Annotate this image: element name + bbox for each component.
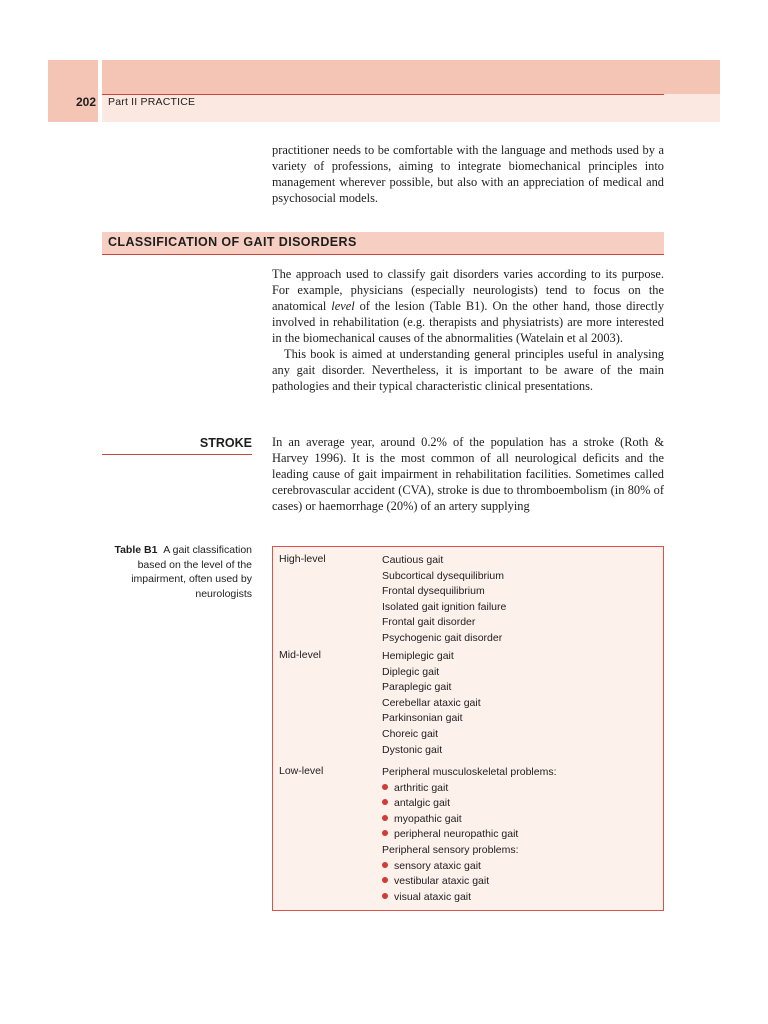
list-item — [382, 649, 481, 665]
list-item-text: sensory ataxic gait — [394, 859, 481, 872]
list-item-text: vestibular ataxic gait — [394, 875, 490, 888]
table-caption-label: Table B1 — [114, 544, 158, 556]
page-number: 202 — [75, 95, 96, 109]
list-item-text: Cautious gait — [382, 554, 444, 566]
list-item-text: Isolated gait ignition failure — [382, 600, 507, 613]
part-label: Part II PRACTICE — [108, 96, 196, 108]
table-gait-list — [382, 553, 506, 647]
bullet-icon — [382, 815, 388, 821]
list-item — [382, 711, 481, 727]
list-item-text: Frontal gait disorder — [382, 616, 476, 629]
header-band — [102, 60, 720, 94]
emphasis-level: level — [331, 299, 355, 313]
section-body — [272, 266, 664, 394]
section-paragraph-2: This book is aimed at understanding general principles useful in analysing any gait disorder. Nevertheless, it is important to be aware of the main pathologies and their typical characteristic clinical presentations. — [272, 347, 664, 393]
list-item — [382, 631, 506, 647]
list-item-text: peripheral neuropathic gait — [394, 828, 519, 841]
header-rule — [102, 94, 664, 95]
list-item — [382, 796, 557, 812]
table-gait-list — [382, 765, 557, 905]
list-item — [382, 812, 557, 828]
bullet-icon — [382, 784, 388, 790]
intro-paragraph — [272, 142, 664, 206]
stroke-body — [272, 434, 664, 514]
list-item-text: arthritic gait — [394, 781, 449, 794]
list-item-text: Cerebellar ataxic gait — [382, 696, 481, 709]
table-level-label: High-level — [279, 553, 326, 565]
list-item-text: Diplegic gait — [382, 665, 440, 678]
list-item-text: Choreic gait — [382, 727, 439, 740]
list-item — [382, 553, 506, 569]
list-item — [382, 569, 506, 585]
list-item — [382, 765, 557, 781]
table-caption — [102, 543, 252, 601]
list-item-text: Paraplegic gait — [382, 681, 452, 694]
list-item-text: visual ataxic gait — [394, 890, 472, 903]
list-item — [382, 874, 557, 890]
section-heading-rule — [102, 254, 664, 255]
list-item-text: Frontal dysequilibrium — [382, 585, 485, 598]
list-item — [382, 680, 481, 696]
list-item — [382, 696, 481, 712]
list-item-text: myopathic gait — [394, 812, 462, 825]
bullet-icon — [382, 862, 388, 868]
bullet-icon — [382, 893, 388, 899]
list-item-text: Peripheral sensory problems: — [382, 843, 519, 856]
list-item — [382, 600, 506, 616]
list-item-text: Psychogenic gait disorder — [382, 631, 503, 644]
list-item-text: Parkinsonian gait — [382, 712, 463, 725]
section-title: CLASSIFICATION OF GAIT DISORDERS — [108, 235, 357, 249]
list-item-text: antalgic gait — [394, 797, 451, 810]
list-item-text: Peripheral musculoskeletal problems: — [382, 766, 557, 778]
intro-text: practitioner needs to be comfortable with the language and methods used by a variety of professions, aiming to integrate biomechanical principles into management wherever possible, but also with an appreciation of medical and psychosocial models. — [272, 143, 664, 205]
bullet-icon — [382, 799, 388, 805]
list-item — [382, 890, 557, 906]
list-item — [382, 859, 557, 875]
header-page-number-band — [48, 60, 98, 122]
table-level-label: Mid-level — [279, 649, 322, 661]
table-caption-text: A gait classification based on the level of the impairment, often used by neurologists — [131, 544, 252, 600]
list-item-text: Hemiplegic gait — [382, 650, 454, 662]
list-item — [382, 843, 557, 859]
list-item — [382, 781, 557, 797]
stroke-paragraph: In an average year, around 0.2% of the population has a stroke (Roth & Harvey 1996). It is the most common of all neurological deficits and the leading cause of gait impairment in rehabilitation facilities. Sometimes called cerebrovascular accident (CVA), stroke is due to thromboembolism (in 80% of cases) or haemorrhage (20%) of an artery supplying — [272, 435, 664, 513]
list-item-text: Subcortical dysequilibrium — [382, 569, 504, 582]
list-item — [382, 665, 481, 681]
list-item — [382, 615, 506, 631]
bullet-icon — [382, 877, 388, 883]
list-item-text: Dystonic gait — [382, 743, 443, 756]
gait-classification-table — [272, 546, 664, 911]
stroke-heading-rule — [102, 454, 252, 455]
list-item — [382, 827, 557, 843]
list-item — [382, 584, 506, 600]
list-item — [382, 743, 481, 759]
section-paragraph-1: The approach used to classify gait disorders varies according to its purpose. For example, physicians (especially neurologists) tend to focus on the anatomical level of the lesion (Table B1). On the other hand, those directly involved in rehabilitation (e.g. therapists and physiatrists) are more interested in the biomechanical causes of the abnormalities (Watelain et al 2003). — [272, 267, 665, 345]
bullet-icon — [382, 830, 388, 836]
table-gait-list — [382, 649, 481, 758]
list-item — [382, 727, 481, 743]
table-level-label: Low-level — [279, 765, 324, 777]
stroke-heading: STROKE — [199, 436, 252, 450]
